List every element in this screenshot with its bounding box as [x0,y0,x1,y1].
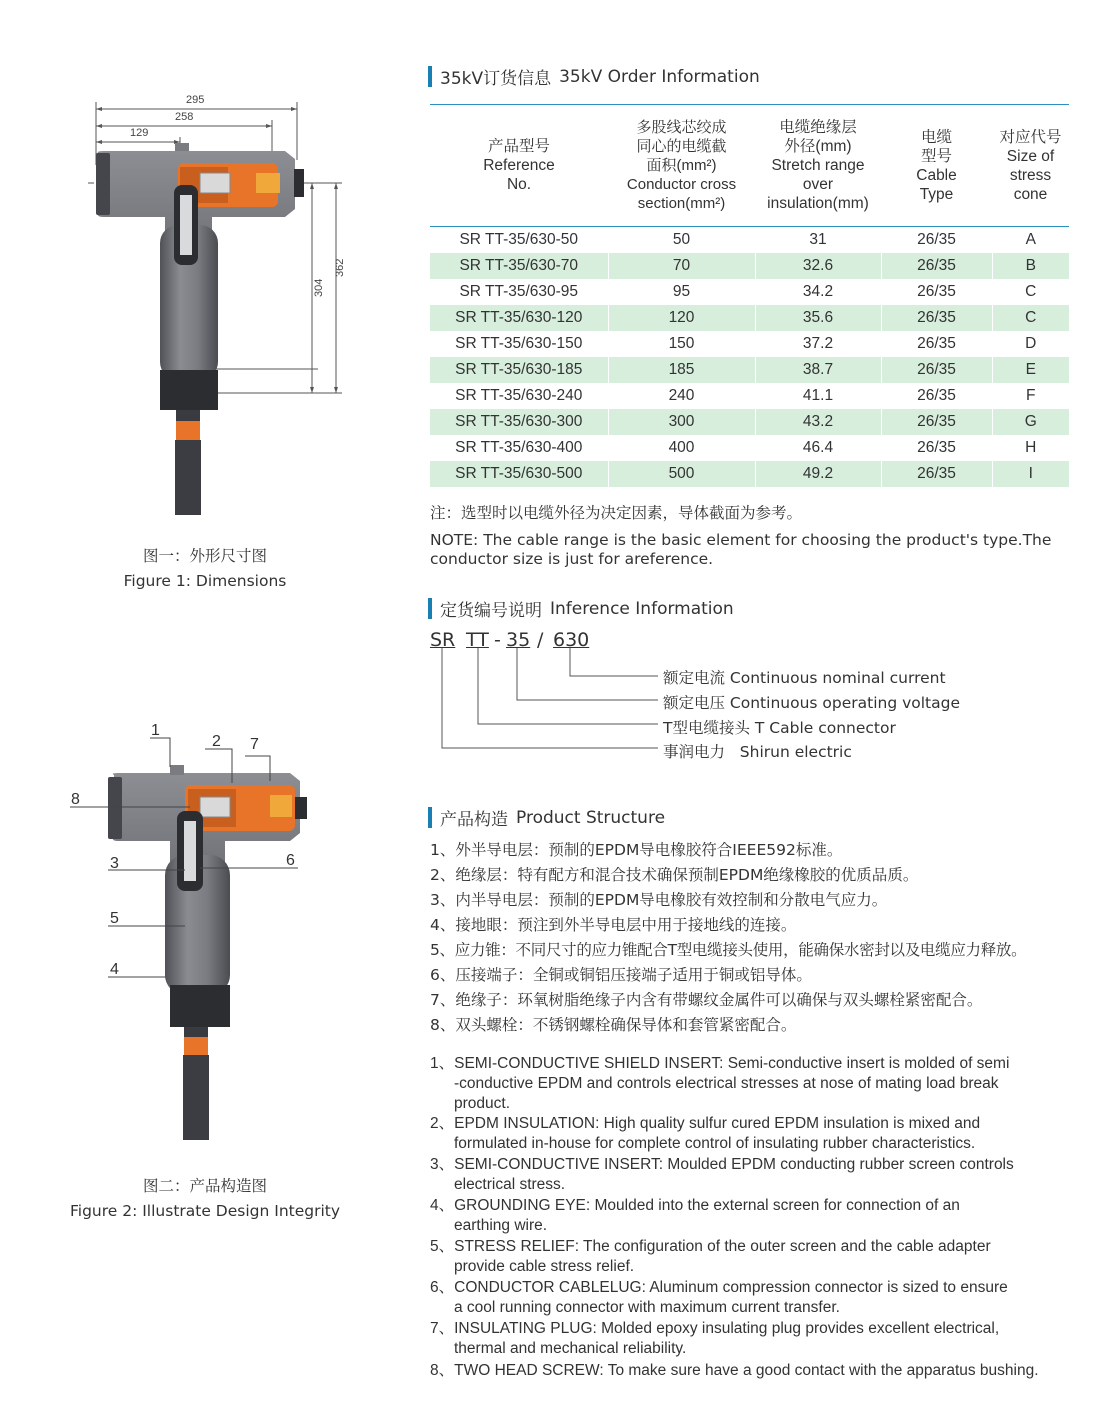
callout-3: 3 [110,855,119,872]
table-row: SR TT-35/630-185 185 38.7 26/35 E [430,357,1069,383]
structure-item-zh: 2、绝缘层：特有配方和混合技术确保预制EPDM绝缘橡胶的优质品质。 [430,866,919,884]
table-row: SR TT-35/630-95 95 34.2 26/35 C [430,279,1069,305]
callout-8: 8 [71,791,80,808]
table-row: SR TT-35/630-400 400 46.4 26/35 H [430,435,1069,461]
structure-item-en: 8、TWO HEAD SCREW: To make sure have a good contact with the apparatus bushing. [430,1362,1039,1379]
header-cable-type: 电缆 型号 Cable Type [881,105,992,227]
figure2-caption [50,1174,360,1224]
structure-item-zh: 8、双头螺栓：不锈钢螺栓确保导体和套管紧密配合。 [430,1016,797,1034]
header-reference-no: 产品型号 Reference No. [430,105,608,227]
code-desc-current: 额定电流 Continuous nominal current [663,669,946,687]
header-insulation-range: 电缆绝缘层 外径(mm) Stretch range over insulation(mm) [755,105,881,227]
table-row: SR TT-35/630-50 50 31 26/35 A [430,227,1069,254]
code-part-slash: / [537,629,544,651]
dim-295: 295 [186,94,205,106]
code-desc-connector: T型电缆接头 T Cable connector [663,719,896,737]
dim-304: 304 [313,278,325,297]
header-stress-cone: 对应代号 Size of stress cone [992,105,1069,227]
table-row: SR TT-35/630-150 150 37.2 26/35 D [430,331,1069,357]
structure-item-en: 5、STRESS RELIEF: The configuration of the outer screen and the cable adapter provide cable stress relief. [430,1238,991,1275]
figure2-caption-zh: 图二：产品构造图 [142,1177,267,1195]
figure1-caption-en: Figure 1: Dimensions [123,572,287,590]
dim-129: 129 [130,127,149,139]
note-zh: 注：选型时以电缆外径为决定因素，导体截面为参考。 [430,504,803,522]
table-row: SR TT-35/630-300 300 43.2 26/35 G [430,409,1069,435]
callout-4: 4 [110,961,119,978]
figure1-dimension-drawing [60,85,390,525]
figure2-structure-drawing [60,715,390,1155]
order-table-header [430,105,1069,227]
figure1-caption-zh: 图一：外形尺寸图 [142,547,267,565]
title-accent-bar [428,807,432,828]
structure-title-zh: 产品构造 [440,810,508,830]
order-title-en: 35kV Order Information [559,66,760,87]
inference-section-title [428,596,734,621]
structure-item-en: 4、GROUNDING EYE: Moulded into the external screen for connection of an earthing wire. [430,1197,960,1234]
dim-362: 362 [334,258,346,277]
dim-258: 258 [175,111,194,123]
callout-6: 6 [286,852,295,869]
table-row: SR TT-35/630-70 70 32.6 26/35 B [430,253,1069,279]
structure-item-en: 2、EPDM INSULATION: High quality sulfur cured EPDM insulation is mixed and formulated in-house for complete control of insulating rubber characteristics. [430,1115,981,1152]
order-section-title [428,64,760,89]
code-part-35: 35 [506,629,531,651]
code-part-sr: SR [430,629,456,651]
table-row: SR TT-35/630-240 240 41.1 26/35 F [430,383,1069,409]
structure-item-en: 6、CONDUCTOR CABLELUG: Aluminum compression connector is sized to ensure a cool running connector with maximum current transfer. [430,1279,1008,1316]
table-row: SR TT-35/630-500 500 49.2 26/35 I [430,461,1069,487]
callout-2: 2 [212,733,221,750]
header-conductor-section: 多股线芯绞成 同心的电缆截 面积(mm²) Conductor cross section(mm²) [608,105,755,227]
structure-item-zh: 3、内半导电层：预制的EPDM导电橡胶有效控制和分散电气应力。 [430,891,888,909]
title-accent-bar [428,66,432,87]
code-desc-voltage: 额定电压 Continuous operating voltage [663,694,961,712]
order-table [430,104,1069,487]
structure-item-zh: 4、接地眼：预注到外半导电层中用于接地线的连接。 [430,916,797,934]
structure-item-en: 1、SEMI-CONDUCTIVE SHIELD INSERT: Semi-conductive insert is molded of semi -conductive EPDM and controls electrical stresses at nose of mating load break product. [430,1055,1010,1112]
code-part-dash: - [494,629,501,651]
code-leader-lines [430,648,670,758]
inference-title-zh: 定货编号说明 [440,601,542,621]
callout-5: 5 [110,910,119,927]
table-row: SR TT-35/630-120 120 35.6 26/35 C [430,305,1069,331]
structure-title-en: Product Structure [516,807,666,828]
structure-item-zh: 7、绝缘子：环氧树脂绝缘子内含有带螺纹金属件可以确保与双头螺栓紧密配合。 [430,991,983,1009]
note-en: NOTE: The cable range is the basic element for choosing the product's type.The conductor size is just for areference. [430,531,1052,568]
structure-item-zh: 1、外半导电层：预制的EPDM导电橡胶符合IEEE592标准。 [430,841,843,859]
code-part-tt: TT [466,629,489,651]
callout-7: 7 [250,736,259,753]
order-title-zh: 35kV订货信息 [440,69,552,89]
callout-1: 1 [151,722,160,739]
code-part-630: 630 [553,629,590,651]
code-desc-brand: 事润电力 Shirun electric [663,743,852,761]
structure-item-en: 7、INSULATING PLUG: Molded epoxy insulating plug provides excellent electrical, thermal and mechanical reliability. [430,1320,1000,1357]
figure2-caption-en: Figure 2: Illustrate Design Integrity [69,1202,341,1220]
structure-item-zh: 6、压接端子：全铜或铜铝压接端子适用于铜或铝导体。 [430,966,812,984]
title-accent-bar [428,598,432,619]
figure1-caption [100,544,310,594]
structure-item-en: 3、SEMI-CONDUCTIVE INSERT: Moulded EPDM conducting rubber screen controls electrical stress. [430,1156,1014,1193]
inference-title-en: Inference Information [550,598,734,619]
structure-item-zh: 5、应力锥：不同尺寸的应力锥配合T型电缆接头使用，能确保水密封以及电缆应力释放。 [430,941,1027,959]
structure-section-title [428,805,665,830]
